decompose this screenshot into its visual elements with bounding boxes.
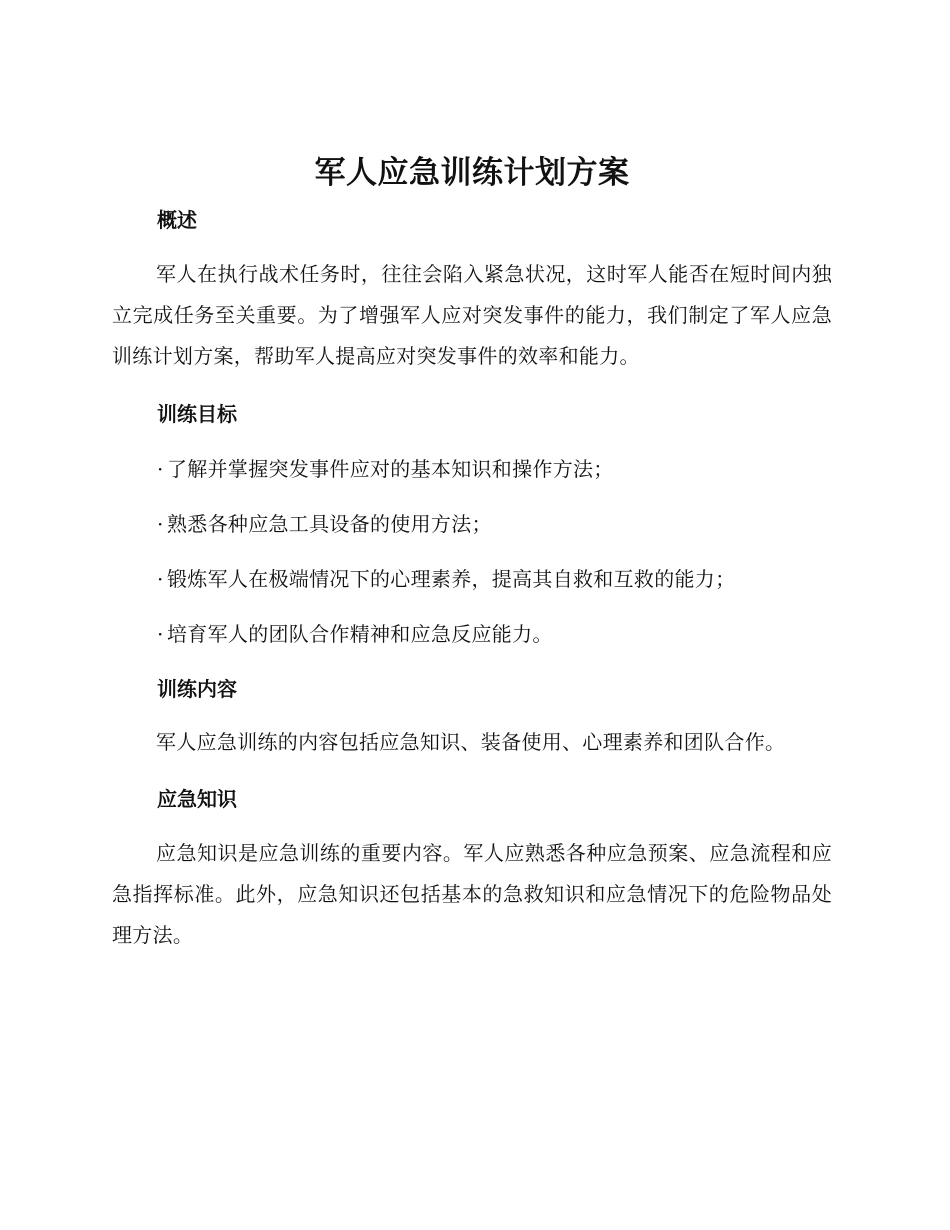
section-heading-overview: 概述 [157, 208, 197, 232]
bullet-marker: · [157, 457, 164, 481]
section-heading-goals: 训练目标 [157, 402, 237, 426]
goal-text: 熟悉各种应急工具设备的使用方法； [167, 512, 492, 536]
goal-text: 了解并掌握突发事件应对的基本知识和操作方法； [167, 457, 614, 481]
goal-list-item [157, 509, 837, 539]
overview-paragraph: 军人在执行战术任务时，往往会陷入紧急状况，这时军人能否在短时间内独立完成任务至关重要。为了增强军人应对突发事件的能力，我们制定了军人应急训练计划方案，帮助军人提高应对突发事件的效率和能力。 [112, 262, 832, 368]
section-heading-knowledge: 应急知识 [157, 787, 237, 811]
goal-list-item [157, 564, 837, 594]
document-title: 军人应急训练计划方案 [314, 155, 630, 191]
goal-list-item [157, 619, 837, 649]
goal-list-item [157, 454, 837, 484]
knowledge-paragraph: 应急知识是应急训练的重要内容。军人应熟悉各种应急预案、应急流程和应急指挥标准。此外，应急知识还包括基本的急救知识和应急情况下的危险物品处理方法。 [112, 841, 832, 947]
section-heading-content: 训练内容 [157, 677, 237, 701]
content-paragraph: 军人应急训练的内容包括应急知识、装备使用、心理素养和团队合作。 [156, 730, 786, 754]
goal-text: 锻炼军人在极端情况下的心理素养，提高其自救和互救的能力； [167, 567, 736, 591]
bullet-marker: · [157, 622, 164, 646]
goal-text: 培育军人的团队合作精神和应急反应能力。 [167, 622, 553, 646]
bullet-marker: · [157, 512, 164, 536]
bullet-marker: · [157, 567, 164, 591]
